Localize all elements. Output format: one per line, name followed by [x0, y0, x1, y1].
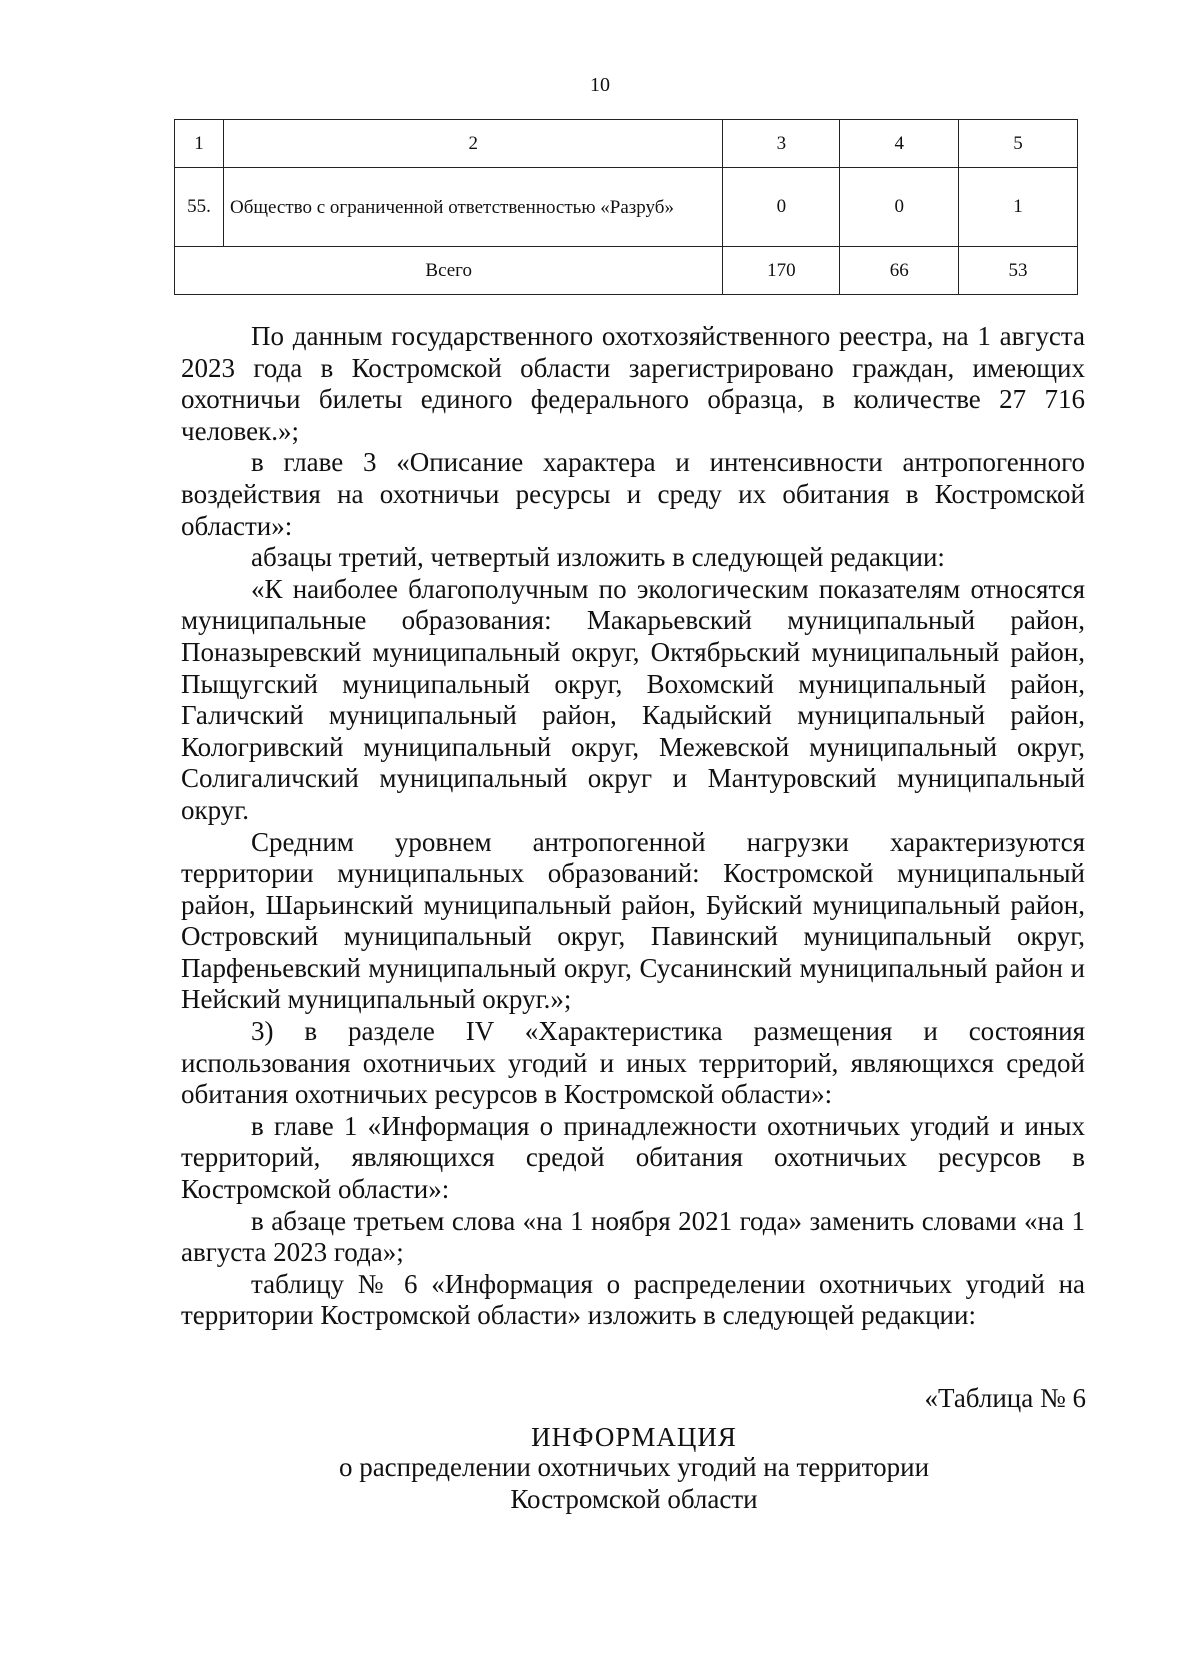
info-title: ИНФОРМАЦИЯ [531, 1422, 737, 1452]
info-subtitle [0, 1452, 1200, 1515]
total-value-cell: 66 [840, 247, 959, 295]
paragraph: в главе 3 «Описание характера и интенсивности антропогенного воздействия на охотничьи ресурсы и среду их обитания в Костромской области»: [181, 447, 1085, 541]
table-header-cell: 3 [723, 120, 840, 168]
paragraph: таблицу № 6 «Информация о распределении охотничьих угодий на территории Костромской области» изложить в следующей редакции: [181, 1268, 1085, 1331]
total-value-cell: 170 [723, 247, 840, 295]
paragraph: «К наиболее благополучным по экологическим показателям относятся муниципальные образования: Макарьевский муниципальный район, Поназыревский муниципальный округ, Октябрьский муниципальный район, Пыщугский муниципальный округ, Вохомский муниципальный район, Галичский муниципальный район, Кадыйский муниципальный район, Кологривский муниципальный округ, Межевской муниципальный округ, Солигаличский муниципальный округ и Мантуровский муниципальный округ. [181, 573, 1085, 825]
paragraph: в абзаце третьем слова «на 1 ноября 2021 года» заменить словами «на 1 августа 2023 года»; [181, 1205, 1085, 1268]
row-value-cell: 0 [723, 168, 840, 247]
table-header-cell: 2 [223, 120, 722, 168]
info-subtitle-line: о распределении охотничьих угодий на территории [338, 1452, 930, 1482]
paragraph: По данным государственного охотхозяйственного реестра, на 1 августа 2023 года в Костромской области зарегистрировано граждан, имеющих охотничьи билеты единого федерального образца, в количестве 27 716 человек.»; [181, 321, 1085, 446]
table-header-cell: 5 [959, 120, 1078, 168]
table-header-cell: 1 [175, 120, 224, 168]
info-subtitle-line: Костромской области [510, 1483, 758, 1514]
total-value-cell: 53 [959, 247, 1078, 295]
table-label: «Таблица № 6 [924, 1383, 1086, 1413]
row-value-cell: 1 [959, 168, 1078, 247]
table-header-cell: 4 [840, 120, 959, 168]
paragraph: в главе 1 «Информация о принадлежности охотничьих угодий и иных территорий, являющихся средой обитания охотничьих ресурсов в Костромской области»: [181, 1110, 1085, 1205]
table-header-row [175, 120, 1078, 168]
total-label-cell: Всего [175, 247, 723, 295]
table-total-row [175, 247, 1078, 295]
page-number: 10 [590, 74, 610, 96]
row-number-cell: 55. [175, 168, 224, 247]
table-row [175, 168, 1078, 247]
registry-table [174, 119, 1078, 295]
paragraph: абзацы третий, четвертый изложить в следующей редакции: [251, 542, 945, 573]
paragraph: Средним уровнем антропогенной нагрузки характеризуются территории муниципальных образований: Костромской муниципальный район, Шарьинский муниципальный район, Буйский муниципальный район, Островский муниципальный округ, Павинский муниципальный округ, Парфеньевский муниципальный округ, Сусанинский муниципальный район и Нейский муниципальный округ.»; [181, 826, 1085, 1015]
paragraph: 3) в разделе IV «Характеристика размещения и состояния использования охотничьих угодий и иных территорий, являющихся средой обитания охотничьих ресурсов в Костромской области»: [181, 1016, 1085, 1110]
row-value-cell: 0 [840, 168, 959, 247]
body-text [181, 321, 1085, 1332]
row-name-cell: Общество с ограниченной ответственностью «Разруб» [223, 168, 722, 247]
